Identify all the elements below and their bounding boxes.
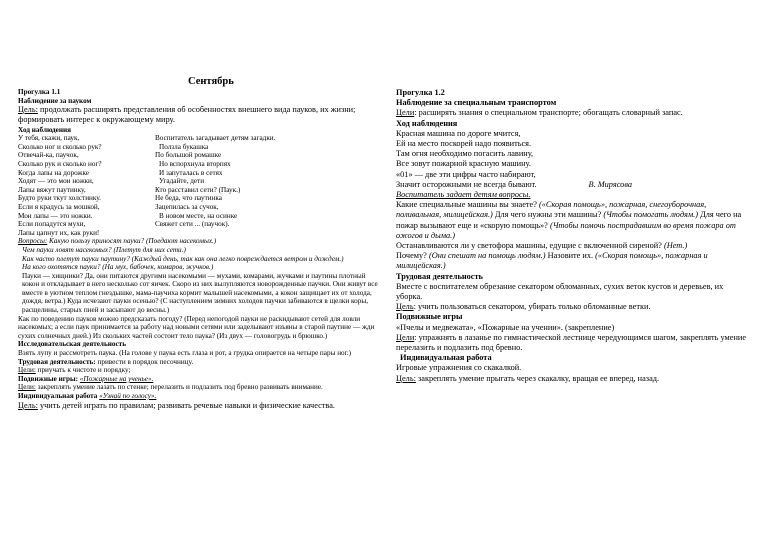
questions-paragraph (396, 200, 751, 241)
riddle-line: И запуталась в сетях (159, 168, 223, 177)
goal-label: Цели (396, 108, 415, 118)
answer-text: (Они спешат на помощь людям.) (428, 251, 546, 261)
games-goal-text: закреплять умение лазать по стенке; перелазить и подлазить под бревно развивать внимание. (35, 383, 323, 392)
poem-line: Когда лапы на дорожке (18, 168, 89, 177)
poem-last-line: Лапы цапнут их, как руки! (18, 228, 100, 237)
left-column (18, 88, 383, 411)
walk-title: Прогулка 1.2 (396, 88, 445, 97)
question-4: На кого охотятся пауки? (На мух, бабочек, комаров, жучков.) (22, 263, 214, 272)
riddle-line: Угадайте, дети (159, 177, 205, 186)
poem-line: Если попадутся мухи, (18, 220, 86, 229)
question-text: Назовите их. (545, 251, 596, 261)
answer-text: (Чтобы помогать людям.) (603, 210, 699, 220)
riddle-line: Воспитатель загадывает детям загадки. (155, 134, 276, 143)
poem-line: У тебя, скажи, паук, (18, 134, 80, 143)
answer-text: («Скорая помощь», пожарная, снегоуборочная, поливальная, милицейская.) (396, 200, 707, 220)
poem-row (18, 160, 383, 169)
question-1 (18, 237, 383, 246)
games-goal-label: Цели: (18, 383, 36, 392)
poem-row (18, 134, 383, 143)
poem-line: Ходят — это мои ножки, (18, 177, 94, 186)
poem-block (396, 129, 751, 190)
questions-paragraph-3 (396, 251, 751, 271)
poem-row (18, 212, 383, 221)
poem-block (18, 134, 383, 237)
games-title: Подвижные игры (396, 312, 463, 322)
games-name: «Пожарные на ученье». (79, 374, 154, 383)
poem-line: Будто руки ткут холстинку. (18, 194, 101, 203)
goal-paragraph (396, 108, 751, 118)
games-goal-label: Цели (396, 332, 415, 342)
poem-line: Красная машина по дороге мчится, (396, 128, 521, 138)
labor-text: Вместе с воспитателем обрезание секатором обломанных, сухих веток кустов и деревьев, их уборка. (396, 281, 724, 302)
question-text: Какие специальные машины вы знаете? (396, 200, 539, 210)
games-goal (18, 383, 383, 392)
questions-paragraph-2 (396, 241, 751, 251)
goal-paragraph (18, 105, 383, 125)
question-text: Для чего на пожар вызывают еще и «скорую помощь»? (396, 210, 742, 230)
individual-text: Игровые упражнения со скакалкой. (396, 363, 522, 373)
labor-goal-label: Цель (396, 302, 414, 312)
riddle-line: Свяжет сети ... (паучок). (155, 220, 230, 229)
riddle-line: В новом месте, на осинке (159, 211, 238, 220)
labor-goal (396, 302, 751, 312)
teacher-asks: Воспитатель задает детям вопросы. (396, 190, 531, 200)
poem-line: Ей на место поскорей надо появиться. (396, 139, 532, 149)
labor-text: привести в порядок песочницу. (95, 357, 194, 366)
poem-line: Все зовут пожарной красную машину. (396, 159, 531, 169)
poem-line: Лапы вяжут паутинку, (18, 185, 86, 194)
poem-row (18, 203, 383, 212)
weather-paragraph: Как по поведению пауков можно предсказать погоду? (Перед непогодой пауки не раскидывают сетей для ловли насекомых; а если паук принимается за работу над новыми сетями или заделывают изъяны в старой паутине — жди сухих солнечных дней.) Из скольких частей состоит тело паука? (Из двух — головогрудь и брюшко.) (18, 314, 375, 340)
individual-goal-text: закреплять умение прыгать через скакалку, вращая ее вперед, назад. (415, 373, 660, 383)
labor-goal-text: приучать к чистоте и порядку; (35, 366, 131, 375)
riddle-line: Не беда, что паутинка (155, 194, 222, 203)
individual-label: Индивидуальная работа (18, 392, 100, 400)
individual-goal-label: Цель: (396, 373, 416, 383)
poem-line: «01» — две эти цифры часто набирают, (396, 169, 536, 179)
right-column (396, 88, 751, 384)
individual-goal (396, 374, 751, 384)
individual-goal-label: Цель: (18, 400, 38, 410)
question-text: Для чего нужны эти машины? (492, 210, 604, 220)
poem-last-line (396, 180, 751, 190)
labor-goal-text: : учить пользоваться секатором, убирать только обломанные ветки. (413, 302, 651, 312)
goal-text: продолжать расширять представления об особенностях внешнего вида пауков, их жизни; формировать интерес к окружающему миру. (18, 105, 356, 125)
individual-name: «Узнай по голосу». (99, 392, 157, 400)
riddle-line: По большой ромашке (155, 151, 222, 160)
goal-text: : расширять знания о специальном транспорте; обогащать словарный запас. (414, 108, 683, 118)
research-title: Исследовательская деятельность (18, 340, 127, 349)
individual-goal (18, 401, 383, 411)
individual-goal-text: учить детей играть по правилам; развивать речевые навыки и физические качества. (37, 400, 335, 410)
labor-title: Трудовая деятельность (396, 271, 483, 281)
poem-row (18, 186, 383, 195)
question-text: Почему? (396, 251, 429, 261)
questions-label: Вопросы: (18, 237, 48, 246)
course-title: Ход наблюдения (18, 125, 72, 134)
poem-row (18, 177, 383, 186)
riddle-line: Кто расставил сети? (Паук.) (155, 185, 241, 194)
poem-row (18, 151, 383, 160)
labor-paragraph (18, 358, 383, 367)
individual-title: Индивидуальная работа (400, 353, 492, 363)
walk-title: Прогулка 1.1 (18, 88, 61, 96)
page-title: Сентябрь (188, 76, 234, 87)
poem-line: Сколько рук и сколько ног? (18, 159, 102, 168)
poem-row (18, 220, 383, 229)
spiders-paragraph: Пауки — хищники? Да, они питаются другими насекомыми — мухами, комарами, жучками и паутины плотный кокон и откладывает в него несколько сот яичек. Скоро из них вылупляются новорожденные паучки. Они живут все вместе в уютном теплом гнездышке, мама-паучиха кормит малышей насекомыми, а кокон защищает их от холода, дождя, ветра.) Куда исчезают пауки осенью? (С наступлением зимних холодов паучки забиваются в щелки коры, расщелины, старых пней и засыпают до весны.) (22, 271, 378, 315)
observation-title: Наблюдение за специальным транспортом (396, 98, 557, 108)
poem-line: Значит осторожными не всегда бывают. (396, 179, 537, 189)
games-label: Подвижные игры: (18, 374, 80, 383)
question-3: Как часто плетут пауки паутину? (Каждый день, так как она легко повреждается ветром и дождем.) (22, 254, 344, 263)
labor-label: Трудовая деятельность: (18, 357, 96, 366)
games-goal-text: : упражнять в лазанье по гимнастической лестнице чередующимся шагом, закреплять умение перелазить и подлазить под бревно. (396, 332, 747, 353)
labor-goal (18, 366, 383, 375)
research-text: Взять лупу и рассмотреть паука. (На голове у паука есть глаза и рот, а грудка опирается на четыре пары ног.) (18, 349, 351, 358)
poem-line: Если я крадусь за мошкой, (18, 202, 100, 211)
course-title: Ход наблюдения (396, 118, 458, 128)
question-2: Чем пауки ловят насекомых? (Плетут для них сети.) (22, 245, 186, 254)
riddle-line: Зацепилась за сучок, (155, 202, 219, 211)
question-1-text: Какую пользу приносят пауки? (Поедают насекомых.) (47, 237, 217, 246)
question-text: Останавливаются ли у светофора машины, едущие с включенной сиреной? (396, 241, 664, 251)
games-goal (396, 333, 751, 353)
answer-text: («Скорая помощь», пожарная и милицейская.) (396, 251, 708, 271)
poem-line: Сколько ног и сколько рук? (18, 142, 102, 151)
riddle-line: Ползла букашка (159, 142, 209, 151)
goal-label: Цель: (18, 105, 38, 115)
answer-text: (Нет.) (663, 241, 688, 251)
labor-goal-label: Цели: (18, 366, 36, 375)
individual-paragraph (18, 392, 383, 401)
games-text: «Пчелы и медвежата», «Пожарные на учении». (закрепление) (396, 322, 615, 332)
riddle-line: Но вспорхнула вторпях (159, 159, 231, 168)
poem-row (18, 143, 383, 152)
observation-title: Наблюдение за пауком (18, 96, 92, 105)
poem-row (18, 194, 383, 203)
poem-line: Мои лапы — это ножки. (18, 211, 93, 220)
poem-line: Там огня необходимо погасить лавину, (396, 149, 534, 159)
games-paragraph (18, 375, 383, 384)
answer-text: (Чтобы помочь пострадавшим во время пожара от ожогов и дыма.) (396, 220, 736, 240)
poem-row (18, 169, 383, 178)
poem-author: В. Мирясова (588, 179, 633, 189)
poem-line: Отвечай-ка, паучок, (18, 151, 79, 160)
